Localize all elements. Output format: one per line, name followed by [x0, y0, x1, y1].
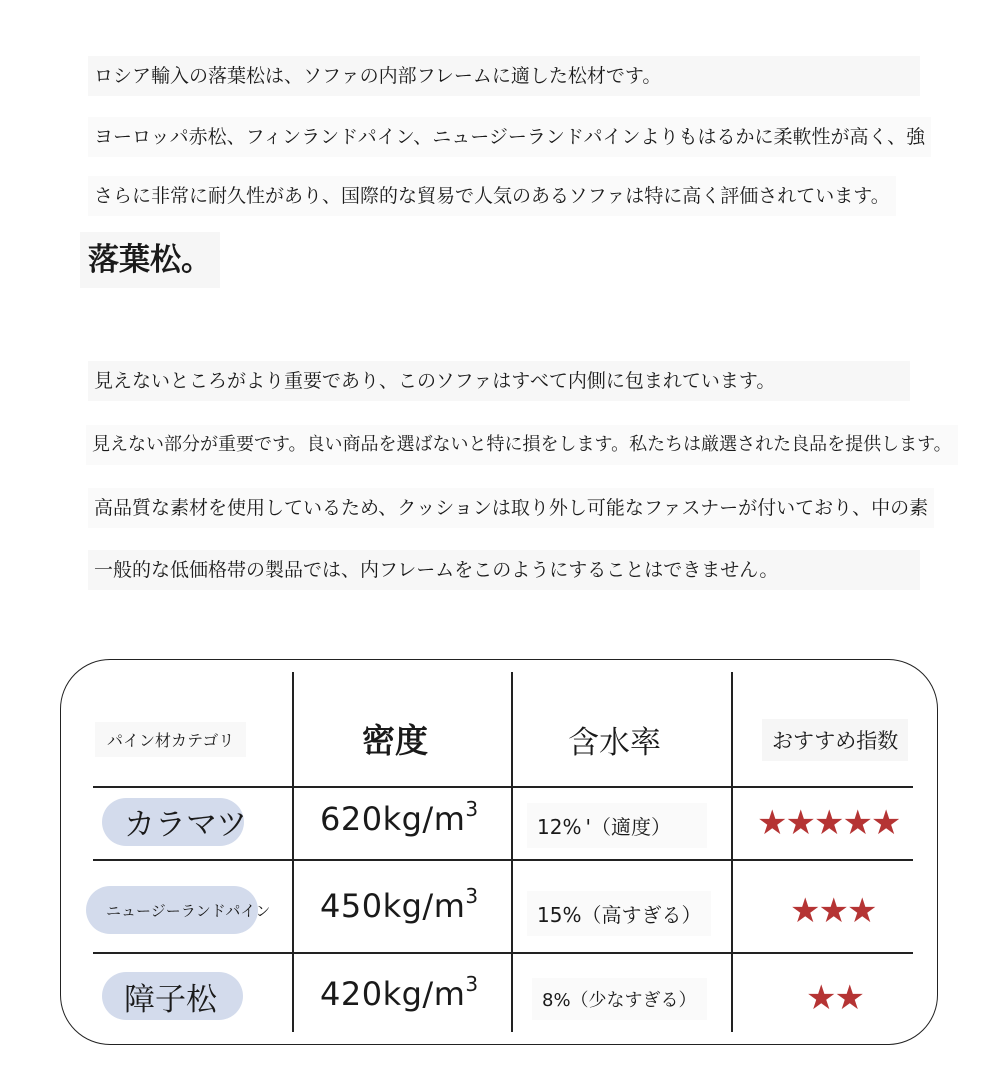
- table-divider-1: [292, 672, 294, 1032]
- header-category: パイン材カテゴリ: [95, 722, 246, 757]
- table-divider-2: [511, 672, 513, 1032]
- body-line-3: 高品質な素材を使用しているため、クッションは取り外し可能なファスナーが付いており、中の素: [88, 488, 934, 528]
- body-line-2: 見えない部分が重要です。良い商品を選ばないと特に損をします。私たちは厳選された良品を提供します。: [86, 425, 958, 465]
- density-value-2: $450kg/m^3$: [320, 884, 479, 925]
- category-pill-nz-pine: ニュージーランドパイン: [86, 886, 258, 934]
- table-row-divider-1: [93, 786, 913, 788]
- table-row-divider-3: [93, 952, 913, 954]
- body-line-4: 一般的な低価格帯の製品では、内フレームをこのようにすることはできません。: [88, 550, 920, 590]
- moisture-value-2: 15%（高すぎる）: [527, 891, 711, 936]
- rating-stars-2: ★★★: [790, 891, 876, 931]
- rating-stars-3: ★★: [806, 978, 863, 1018]
- category-pill-karamatsu: カラマツ: [102, 798, 244, 846]
- body-line-1: 見えないところがより重要であり、このソファはすべて内側に包まれています。: [88, 361, 910, 401]
- header-moisture: 含水率: [568, 725, 661, 761]
- category-pill-shoji-pine: 障子松: [102, 972, 243, 1020]
- header-recommend: おすすめ指数: [762, 719, 908, 761]
- moisture-value-1: 12% '（適度）: [527, 803, 707, 848]
- moisture-value-3: 8%（少なすぎる）: [532, 978, 707, 1020]
- density-value-1: $620kg/m^3$: [320, 797, 479, 838]
- section-heading: 落葉松。: [80, 232, 220, 288]
- intro-line-2: ヨーロッパ赤松、フィンランドパイン、ニュージーランドパインよりもはるかに柔軟性が高く、強: [88, 117, 931, 157]
- table-row-divider-2: [93, 859, 913, 861]
- header-density: 密度: [362, 721, 428, 760]
- intro-line-1: ロシア輸入の落葉松は、ソファの内部フレームに適した松材です。: [88, 56, 920, 96]
- table-divider-3: [731, 672, 733, 1032]
- intro-line-3: さらに非常に耐久性があり、国際的な貿易で人気のあるソファは特に高く評価されています。: [88, 176, 896, 216]
- density-value-3: $420kg/m^3$: [320, 972, 479, 1013]
- rating-stars-1: ★★★★★: [757, 803, 900, 843]
